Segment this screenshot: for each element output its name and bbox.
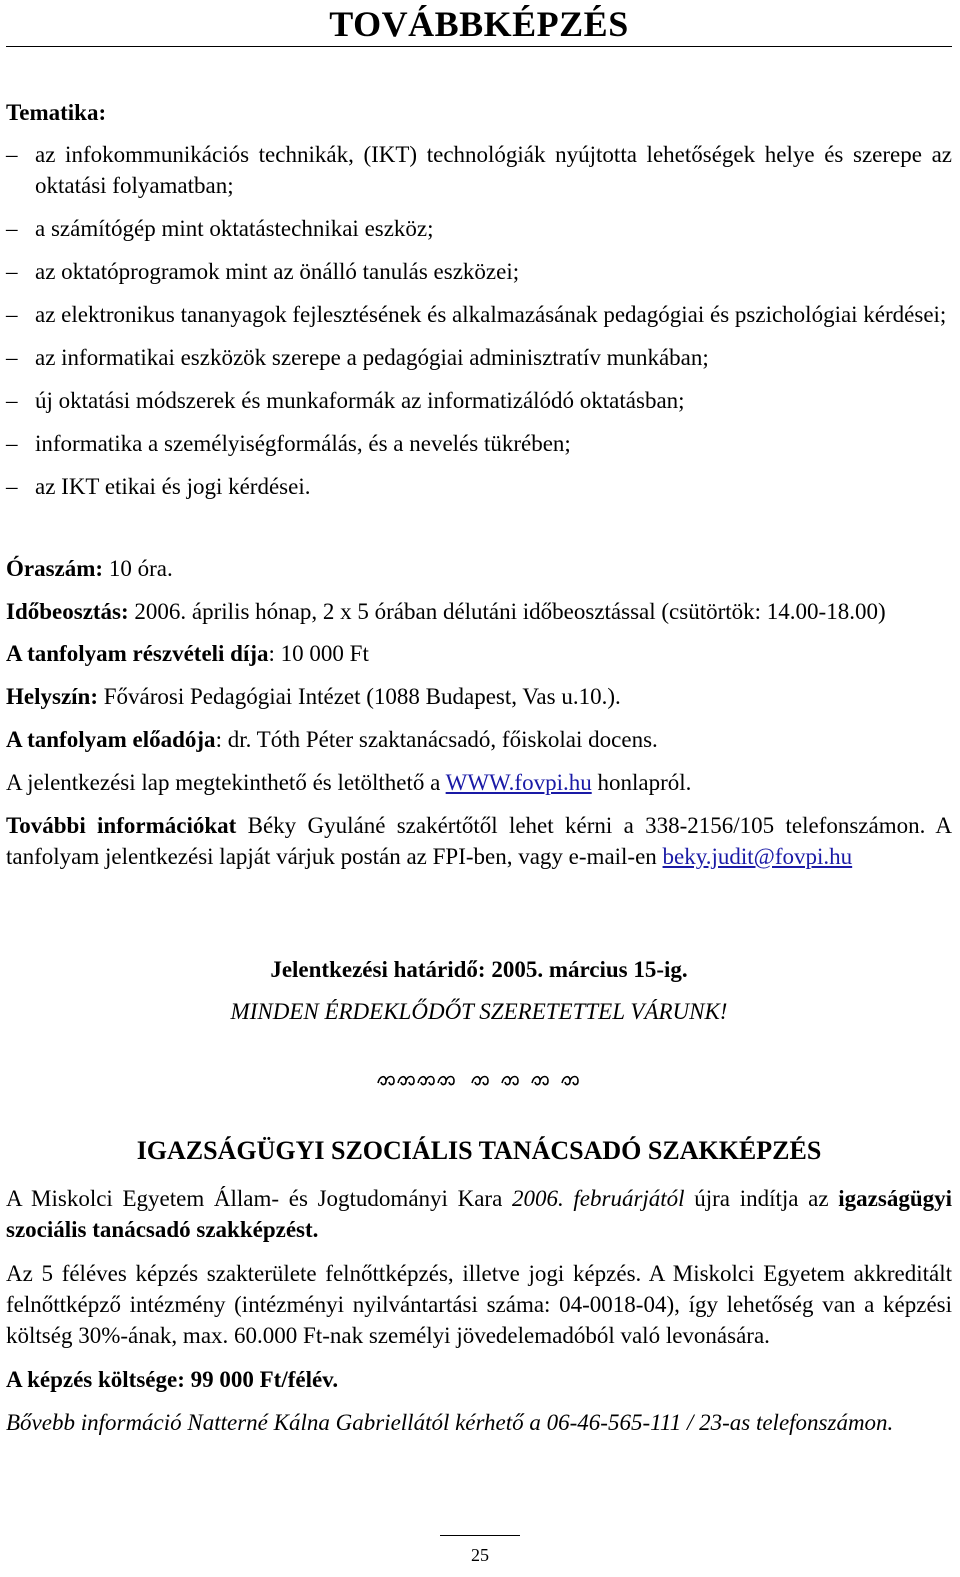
dash-bullet: – (6, 142, 18, 167)
dij-line (6, 638, 952, 669)
tematika-item-text: az elektronikus tananyagok fejlesztésének és alkalmazásának pedagógiai és pszichológiai kérdései; (35, 302, 947, 327)
dij-label: A tanfolyam részvételi díja (6, 641, 269, 666)
deadline: Jelentkezési határidő: 2005. március 15-ig. (270, 957, 688, 982)
title-divider (6, 46, 952, 47)
ornament-divider (6, 1066, 952, 1097)
tovabbi-text: Béky Gyuláné szakértőtől lehet kérni a 338-2156/105 telefonszámon. A tanfolyam jelentkezési lapját várjuk postán az FPI-ben, vagy e-mail-en (6, 813, 952, 869)
tematika-item (6, 471, 952, 502)
tematika-list (6, 139, 952, 502)
dash-bullet: – (6, 216, 18, 241)
jelentkezesi-lap-text: A jelentkezési lap megtekinthető és letölthető a (6, 770, 446, 795)
page-number: 25 (471, 1545, 489, 1565)
tematika-item-text: új oktatási módszerek és munkaformák az informatizálódó oktatásban; (35, 388, 685, 413)
section2-p1-course: igazságügyi szociális tanácsadó szakképzést. (6, 1186, 952, 1242)
idobeosztas-line (6, 596, 952, 627)
welcome-line: MINDEN ÉRDEKLŐDŐT SZERETETTEL VÁRUNK! (230, 999, 728, 1024)
tematika-item-text: az infokommunikációs technikák, (IKT) technológiák nyújtotta lehetőségek helye és szerepe az oktatási folyamatban; (35, 142, 952, 198)
section2-cost: A képzés költsége: 99 000 Ft/félév. (6, 1367, 339, 1392)
section2-more-info: Bővebb információ Natterné Kálna Gabriellától kérhető a 06-46-565-111 / 23-as telefonszámon. (6, 1410, 894, 1435)
tematika-item (6, 139, 952, 201)
footer-divider (440, 1535, 520, 1536)
oraszam-label: Óraszám: (6, 556, 104, 581)
section2-paragraph1 (6, 1183, 952, 1245)
tematika-section (6, 97, 952, 514)
dash-bullet: – (6, 431, 18, 456)
tovabbi-info-paragraph (6, 810, 952, 872)
document-page (6, 0, 952, 1435)
section2-p1-c: újra indítja az (684, 1186, 839, 1211)
tematika-item (6, 299, 952, 330)
eloado-value: : dr. Tóth Péter szaktanácsadó, főiskolai docens. (215, 727, 658, 752)
tematika-item (6, 342, 952, 373)
eloado-label: A tanfolyam előadója (6, 727, 216, 752)
oraszam-line (6, 553, 952, 584)
dash-bullet: – (6, 345, 18, 370)
email-link[interactable]: beky.judit@fovpi.hu (662, 844, 853, 869)
helyszin-line (6, 681, 952, 712)
idobeosztas-value: 2006. április hónap, 2 x 5 órában délutáni időbeosztással (csütörtök: 14.00-18.00) (128, 599, 886, 624)
jelentkezesi-lap-line (6, 767, 952, 798)
section-szakkepzes (6, 1134, 952, 1438)
tematika-item-text: az oktatóprogramok mint az önálló tanulás eszközei; (35, 259, 520, 284)
section2-paragraph2: Az 5 féléves képzés szakterülete felnőttképzés, illetve jogi képzés. A Miskolci Egyetem akkreditált felnőttképző intézmény (intézményi nyilvántartási száma: 04-0018-04), így lehetőség van a képzési költség 30%-ának, max. 60.000 Ft-nak személyi jövedelemadóból való levonására. (6, 1261, 952, 1348)
tematika-item-text: a számítógép mint oktatástechnikai eszköz; (35, 216, 434, 241)
dash-bullet: – (6, 259, 18, 284)
tematika-item-text: az IKT etikai és jogi kérdései. (35, 474, 311, 499)
oraszam-value: 10 óra. (103, 556, 173, 581)
fovpi-website-link[interactable]: WWW.fovpi.hu (445, 770, 592, 795)
tematika-item-text: az informatikai eszközök szerepe a pedagógiai adminisztratív munkában; (35, 345, 709, 370)
ornament-icon (374, 1071, 584, 1089)
dij-value: : 10 000 Ft (268, 641, 369, 666)
dash-bullet: – (6, 388, 18, 413)
helyszin-label: Helyszín: (6, 684, 98, 709)
dash-bullet: – (6, 302, 18, 327)
section2-p1-a: A Miskolci Egyetem Állam- és Jogtudományi Kara (6, 1186, 512, 1211)
tematika-item (6, 385, 952, 416)
tovabbi-label: További információkat (6, 813, 237, 838)
page-title: TOVÁBBKÉPZÉS (329, 4, 629, 44)
jelentkezesi-lap-after: honlapról. (591, 770, 692, 795)
tematika-label: Tematika: (6, 100, 107, 125)
tematika-item-text: informatika a személyiségformálás, és a nevelés tükrében; (35, 431, 571, 456)
tematika-item (6, 256, 952, 287)
section2-title: IGAZSÁGÜGYI SZOCIÁLIS TANÁCSADÓ SZAKKÉPZÉS (136, 1136, 822, 1165)
eloado-line (6, 724, 952, 755)
helyszin-value: Fővárosi Pedagógiai Intézet (1088 Budapest, Vas u.10.). (98, 684, 621, 709)
idobeosztas-label: Időbeosztás: (6, 599, 129, 624)
course-details (6, 553, 952, 872)
tematika-item (6, 213, 952, 244)
section2-p1-date: 2006. februárjától (511, 1186, 685, 1211)
tematika-item (6, 428, 952, 459)
dash-bullet: – (6, 474, 18, 499)
